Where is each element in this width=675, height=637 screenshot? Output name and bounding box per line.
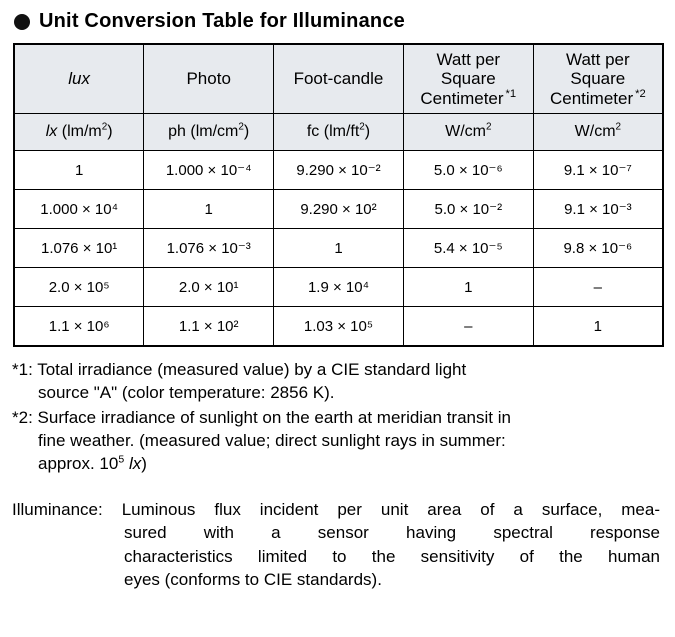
cell-r3c1: 2.0 × 10¹: [144, 268, 274, 307]
header-watt-per-square-centimeter-1: Watt per Square Centimeter $^{*1}$: [403, 44, 533, 114]
cell-r4c2: 1.03 × 10⁵: [274, 307, 404, 347]
unit-conversion-table: [13, 43, 664, 347]
cell-r1c4: 9.1 × 10⁻³: [533, 190, 663, 229]
footnote-2-line-2: fine weather. (measured value; direct sunlight rays in summer:: [38, 430, 506, 450]
cell-r2c1: 1.076 × 10⁻³: [144, 229, 274, 268]
table-body: [14, 151, 663, 347]
cell-r4c3: –: [403, 307, 533, 347]
cell-r3c3: 1: [403, 268, 533, 307]
footnote-2-line-3: approx. $10^5$ lx): [38, 453, 147, 473]
cell-r3c4: –: [533, 268, 663, 307]
cell-r3c2: 1.9 × 10⁴: [274, 268, 404, 307]
table-header-row-units: [14, 114, 663, 151]
footnote-2: [12, 407, 665, 476]
cell-r0c2: 9.290 × 10⁻²: [274, 151, 404, 190]
cell-r0c3: 5.0 × 10⁻⁶: [403, 151, 533, 190]
definition-line-1: [12, 498, 660, 521]
table-head: [14, 44, 663, 151]
table-row: [14, 151, 663, 190]
unit-lux: lx $(lm/m^2)$: [14, 114, 144, 151]
cell-r4c0: 1.1 × 10⁶: [14, 307, 144, 347]
unit-foot-candle: fc $(lm/ft^2)$: [274, 114, 404, 151]
footnote-ref-2: *2: [635, 88, 646, 101]
table-row: [14, 268, 663, 307]
definition-line-4: eyes (conforms to CIE standards).: [124, 570, 382, 590]
footnote-1-text-1: Total irradiance (measured value) by a CIE standard light: [37, 360, 467, 379]
definition-text-1: Luminous flux incident per unit area of a surface, mea-: [121, 499, 660, 519]
cell-r0c1: 1.000 × 10⁻⁴: [144, 151, 274, 190]
header-lux: lux: [14, 44, 144, 114]
cell-r0c4: 9.1 × 10⁻⁷: [533, 151, 663, 190]
cell-r2c2: 1: [274, 229, 404, 268]
page-title: [14, 10, 665, 33]
cell-r1c0: 1.000 × 10⁴: [14, 190, 144, 229]
cell-r1c3: 5.0 × 10⁻²: [403, 190, 533, 229]
footnote-1-line-1: [12, 359, 665, 382]
footnote-2-line-1: [12, 407, 665, 430]
bullet-icon: [14, 14, 30, 30]
definition-line-3: characteristics limited to the sensitivity of the human: [124, 546, 660, 566]
cell-r1c2: 9.290 × 10²: [274, 190, 404, 229]
cell-r2c3: 5.4 × 10⁻⁵: [403, 229, 533, 268]
cell-r3c0: 2.0 × 10⁵: [14, 268, 144, 307]
footnote-2-marker: *2:: [12, 407, 33, 427]
footnote-ref-1: *1: [505, 88, 517, 101]
table-row: [14, 229, 663, 268]
cell-r1c1: 1: [144, 190, 274, 229]
unit-watt-2: $W/cm^2$: [533, 114, 663, 151]
definition-line-2: sured with a sensor having spectral response: [124, 523, 660, 543]
unit-watt-1: $W/cm^2$: [403, 114, 533, 151]
cell-r4c1: 1.1 × 10²: [144, 307, 274, 347]
illuminance-definition: [12, 498, 665, 592]
table-row: [14, 190, 663, 229]
footnote-1-marker: *1:: [12, 360, 33, 379]
definition-term: Illuminance:: [12, 499, 103, 519]
unit-photo: ph $(lm/cm^2)$: [144, 114, 274, 151]
footnote-1: [12, 359, 665, 405]
table-row: [14, 307, 663, 347]
header-foot-candle: Foot-candle: [274, 44, 404, 114]
cell-r0c0: 1: [14, 151, 144, 190]
footnote-1-line-2: source "A" (color temperature: 2856 K).: [38, 382, 335, 402]
header-photo: Photo: [144, 44, 274, 114]
page-title-text: Unit Conversion Table for Illuminance: [39, 10, 405, 32]
footnotes: [12, 359, 665, 476]
table-header-row-names: [14, 44, 663, 114]
footnote-2-text-1: Surface irradiance of sunlight on the earth at meridian transit in: [37, 407, 511, 427]
cell-r2c4: 9.8 × 10⁻⁶: [533, 229, 663, 268]
cell-r4c4: 1: [533, 307, 663, 347]
cell-r2c0: 1.076 × 10¹: [14, 229, 144, 268]
header-watt-per-square-centimeter-2: Watt per Square Centimeter $^{*2}$: [533, 44, 663, 114]
